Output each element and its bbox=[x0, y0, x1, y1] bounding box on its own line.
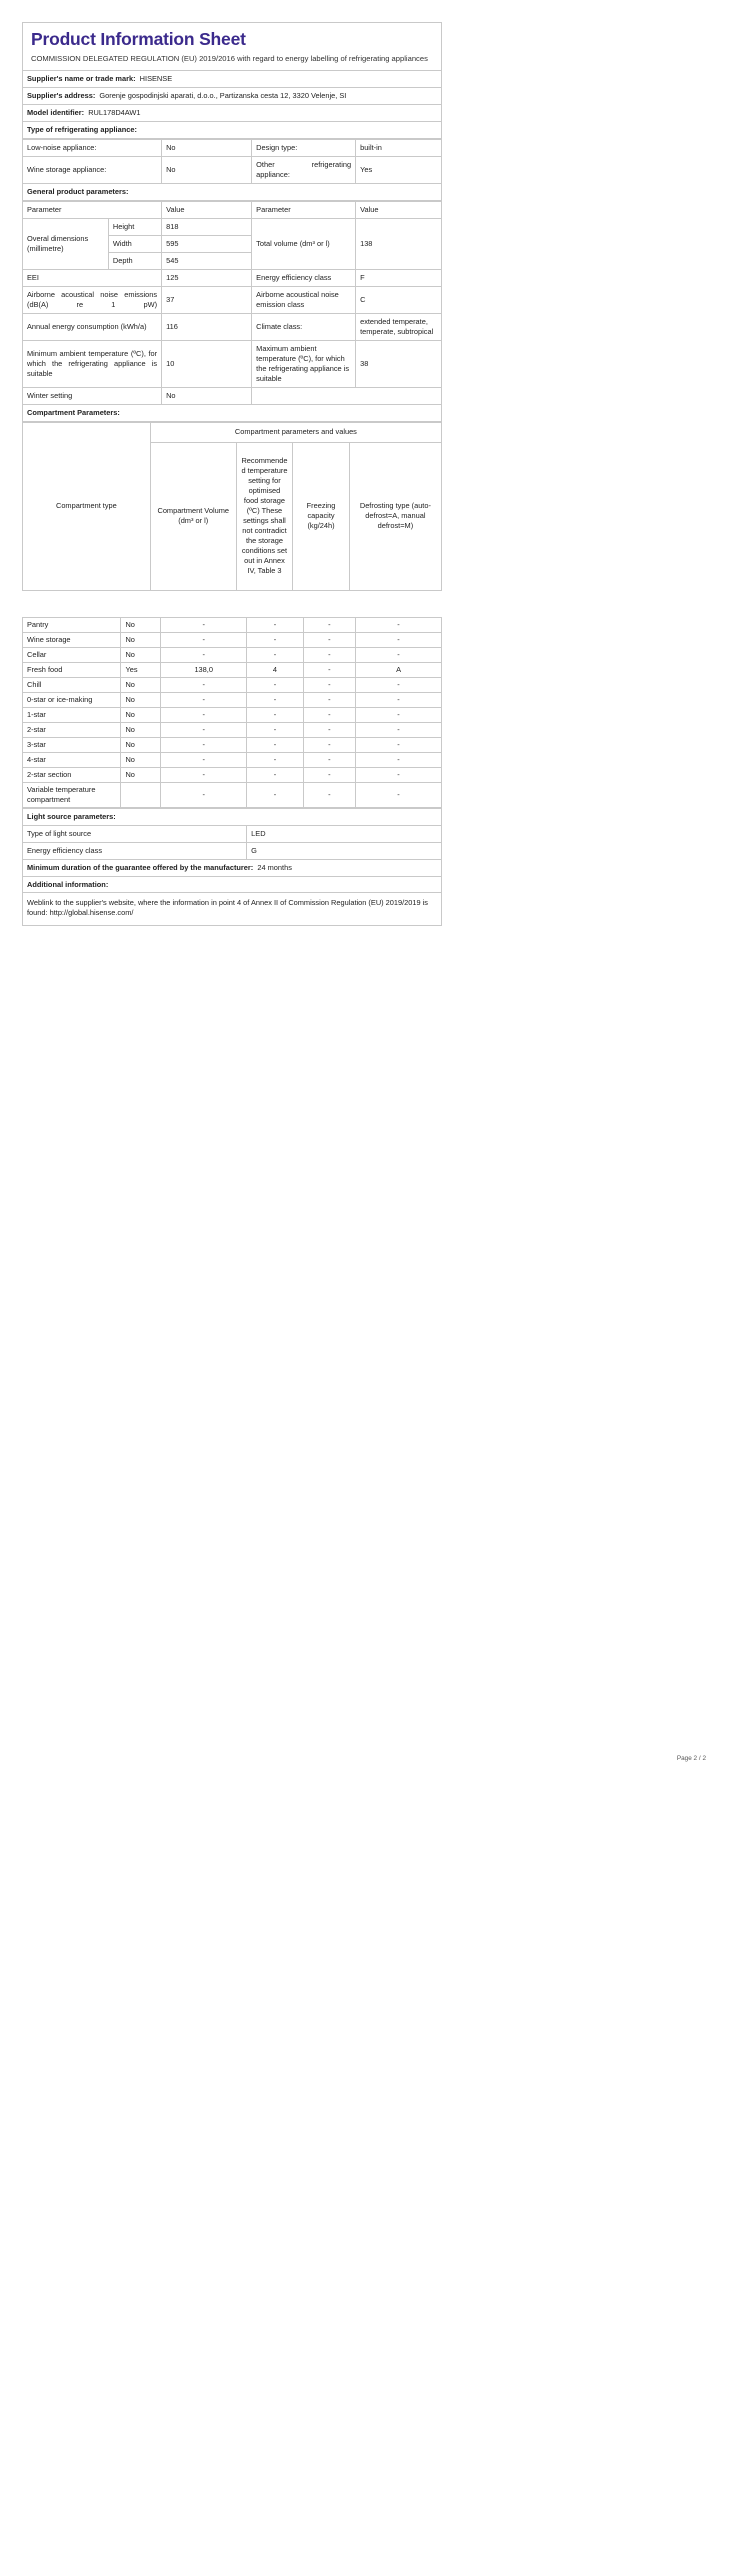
compartment-freezing-cell: - bbox=[303, 707, 355, 722]
table-row bbox=[23, 340, 442, 387]
guarantee-label: Minimum duration of the guarantee offered by the manufacturer: bbox=[27, 862, 254, 872]
table-row bbox=[23, 71, 442, 88]
compartment-volume-cell: - bbox=[161, 752, 247, 767]
compartment-temp-cell: - bbox=[247, 722, 304, 737]
winter-setting-value: No bbox=[162, 387, 252, 404]
table-row bbox=[23, 767, 442, 782]
compartment-freezing-cell: - bbox=[303, 722, 355, 737]
supplier-address-label: Supplier's address: bbox=[27, 91, 96, 101]
table-row bbox=[23, 677, 442, 692]
compartment-freezing-cell: - bbox=[303, 782, 355, 807]
compartment-volume-cell: - bbox=[161, 737, 247, 752]
compartment-type-cell: 3-star bbox=[23, 737, 121, 752]
light-source-section-label: Light source parameters: bbox=[23, 808, 442, 825]
table-row bbox=[23, 286, 442, 313]
appliance-type-section-label: Type of refrigerating appliance: bbox=[23, 122, 442, 139]
compartment-rows-table bbox=[22, 617, 442, 808]
supplier-name-label: Supplier's name or trade mark: bbox=[27, 74, 136, 84]
compartment-defrost-cell: - bbox=[356, 782, 442, 807]
climate-class-value: extended temperate, temperate, subtropical bbox=[356, 313, 442, 340]
compartment-volume-cell: - bbox=[161, 617, 247, 632]
winter-setting-label: Winter setting bbox=[23, 387, 162, 404]
total-volume-label: Total volume (dm³ or l) bbox=[252, 218, 356, 269]
guarantee-value: 24 months bbox=[257, 862, 292, 872]
compartment-present-cell: No bbox=[121, 617, 161, 632]
product-information-sheet bbox=[22, 22, 442, 926]
overall-dimensions-label: Overal dimensions (millimetre) bbox=[23, 218, 109, 269]
compartment-freezing-cell: - bbox=[303, 677, 355, 692]
compartment-defrost-cell: - bbox=[356, 722, 442, 737]
compartment-temp-cell: - bbox=[247, 632, 304, 647]
compartment-type-cell: Fresh food bbox=[23, 662, 121, 677]
compartment-values-header: Compartment parameters and values bbox=[150, 422, 441, 442]
compartment-volume-cell: 138,0 bbox=[161, 662, 247, 677]
compartment-defrost-cell: - bbox=[356, 752, 442, 767]
table-row bbox=[23, 692, 442, 707]
compartment-defrost-cell: - bbox=[356, 632, 442, 647]
table-row bbox=[23, 782, 442, 807]
supplier-table bbox=[22, 70, 442, 139]
light-source-class-label: Energy efficiency class bbox=[23, 842, 247, 859]
eei-value: 125 bbox=[162, 269, 252, 286]
compartment-temp-cell: 4 bbox=[247, 662, 304, 677]
appliance-type-table bbox=[22, 139, 442, 201]
dimension-height-value: 818 bbox=[162, 218, 252, 235]
additional-information-text[interactable]: Weblink to the supplier's website, where the information in point 4 of Annex II of Commission Regulation (EU) 2019/2019 is found: http://global.hisense.com/ bbox=[23, 893, 442, 926]
noise-emissions-label: Airborne acoustical noise emissions (dB(A) re 1 pW) bbox=[23, 286, 162, 313]
compartment-freezing-cell: - bbox=[303, 632, 355, 647]
dimension-depth-value: 545 bbox=[162, 252, 252, 269]
compartment-present-cell: No bbox=[121, 752, 161, 767]
compartment-temp-cell: - bbox=[247, 767, 304, 782]
compartment-type-cell: Chill bbox=[23, 677, 121, 692]
compartment-type-cell: Cellar bbox=[23, 647, 121, 662]
design-type-label: Design type: bbox=[252, 140, 356, 157]
eei-label: EEI bbox=[23, 269, 162, 286]
compartment-defrost-cell: - bbox=[356, 677, 442, 692]
annual-energy-value: 116 bbox=[162, 313, 252, 340]
compartment-present-cell: No bbox=[121, 692, 161, 707]
table-row bbox=[23, 647, 442, 662]
compartment-freezing-cell: - bbox=[303, 692, 355, 707]
title-block bbox=[22, 22, 442, 70]
compartment-freezing-cell: - bbox=[303, 647, 355, 662]
compartment-temp-cell: - bbox=[247, 677, 304, 692]
compartment-temp-cell: - bbox=[247, 737, 304, 752]
compartment-present-cell bbox=[121, 782, 161, 807]
light-source-type-label: Type of light source bbox=[23, 825, 247, 842]
compartment-volume-cell: - bbox=[161, 632, 247, 647]
dimension-depth-label: Depth bbox=[108, 252, 161, 269]
compartment-volume-cell: - bbox=[161, 767, 247, 782]
compartment-temp-cell: - bbox=[247, 647, 304, 662]
table-row bbox=[23, 157, 442, 184]
compartment-freezing-cell: - bbox=[303, 662, 355, 677]
compartment-present-cell: Yes bbox=[121, 662, 161, 677]
compartment-type-cell: Wine storage bbox=[23, 632, 121, 647]
compartment-volume-column-header: Compartment Volume (dm³ or l) bbox=[150, 442, 236, 590]
total-volume-value: 138 bbox=[356, 218, 442, 269]
low-noise-label: Low-noise appliance: bbox=[23, 140, 162, 157]
compartment-temp-cell: - bbox=[247, 782, 304, 807]
compartment-type-column-header: Compartment type bbox=[23, 422, 151, 590]
light-source-type-value: LED bbox=[247, 825, 442, 842]
table-row bbox=[23, 722, 442, 737]
table-row bbox=[23, 707, 442, 722]
table-row bbox=[23, 662, 442, 677]
compartment-type-cell: Pantry bbox=[23, 617, 121, 632]
compartment-defrost-cell: - bbox=[356, 707, 442, 722]
model-identifier-label: Model identifier: bbox=[27, 108, 85, 118]
dimension-width-value: 595 bbox=[162, 235, 252, 252]
wine-storage-label: Wine storage appliance: bbox=[23, 157, 162, 184]
table-row bbox=[23, 218, 442, 235]
compartment-defrost-cell: - bbox=[356, 647, 442, 662]
compartment-defrost-cell: - bbox=[356, 692, 442, 707]
model-identifier-cell bbox=[23, 105, 442, 122]
recommended-temperature-column-header: Recommended temperature setting for optimised food storage (ºC) These settings shall not contradict the storage conditions set out in Annex IV, Table 3 bbox=[236, 442, 293, 590]
other-appliance-label: Other refrigerating appliance: bbox=[252, 157, 356, 184]
compartment-volume-cell: - bbox=[161, 707, 247, 722]
noise-emission-class-label: Airborne acoustical noise emission class bbox=[252, 286, 356, 313]
compartment-defrost-cell: - bbox=[356, 617, 442, 632]
compartment-freezing-cell: - bbox=[303, 737, 355, 752]
document-page bbox=[0, 0, 734, 926]
other-appliance-value: Yes bbox=[356, 157, 442, 184]
compartment-type-cell: 2-star section bbox=[23, 767, 121, 782]
energy-efficiency-class-label: Energy efficiency class bbox=[252, 269, 356, 286]
energy-efficiency-class-value: F bbox=[356, 269, 442, 286]
compartment-defrost-cell: - bbox=[356, 737, 442, 752]
compartment-type-cell: 4-star bbox=[23, 752, 121, 767]
compartment-temp-cell: - bbox=[247, 617, 304, 632]
table-row bbox=[23, 184, 442, 201]
guarantee-cell bbox=[23, 859, 442, 876]
table-row bbox=[23, 269, 442, 286]
supplier-address-cell bbox=[23, 88, 442, 105]
table-row bbox=[23, 202, 442, 219]
compartment-present-cell: No bbox=[121, 707, 161, 722]
compartment-present-cell: No bbox=[121, 767, 161, 782]
compartment-volume-cell: - bbox=[161, 677, 247, 692]
compartment-present-cell: No bbox=[121, 677, 161, 692]
table-row bbox=[23, 404, 442, 421]
freezing-capacity-column-header: Freezing capacity (kg/24h) bbox=[293, 442, 350, 590]
table-row bbox=[23, 387, 442, 404]
compartment-type-cell: 1-star bbox=[23, 707, 121, 722]
compartment-parameters-section-label: Compartment Parameters: bbox=[23, 404, 442, 421]
wine-storage-value: No bbox=[162, 157, 252, 184]
col-header-parameter-1: Parameter bbox=[23, 202, 162, 219]
compartment-volume-cell: - bbox=[161, 782, 247, 807]
compartment-volume-cell: - bbox=[161, 647, 247, 662]
table-row bbox=[23, 859, 442, 876]
col-header-value-1: Value bbox=[162, 202, 252, 219]
compartment-type-cell: Variable temperature compartment bbox=[23, 782, 121, 807]
max-ambient-temp-value: 38 bbox=[356, 340, 442, 387]
table-row bbox=[23, 88, 442, 105]
table-row bbox=[23, 105, 442, 122]
table-row bbox=[23, 876, 442, 893]
table-row bbox=[23, 422, 442, 442]
table-row bbox=[23, 752, 442, 767]
compartment-volume-cell: - bbox=[161, 722, 247, 737]
light-source-class-value: G bbox=[247, 842, 442, 859]
col-header-value-2: Value bbox=[356, 202, 442, 219]
model-identifier-value: RUL178D4AW1 bbox=[88, 108, 141, 118]
light-source-table bbox=[22, 808, 442, 927]
dimension-width-label: Width bbox=[108, 235, 161, 252]
col-header-parameter-2: Parameter bbox=[252, 202, 356, 219]
compartment-freezing-cell: - bbox=[303, 617, 355, 632]
regulation-subtitle: COMMISSION DELEGATED REGULATION (EU) 2019/2016 with regard to energy labelling of refrigerating appliances bbox=[31, 54, 428, 64]
winter-setting-empty bbox=[252, 387, 442, 404]
climate-class-label: Climate class: bbox=[252, 313, 356, 340]
compartment-present-cell: No bbox=[121, 737, 161, 752]
dimension-height-label: Height bbox=[108, 218, 161, 235]
table-row bbox=[23, 617, 442, 632]
min-ambient-temp-value: 10 bbox=[162, 340, 252, 387]
compartment-present-cell: No bbox=[121, 632, 161, 647]
table-row bbox=[23, 313, 442, 340]
compartment-present-cell: No bbox=[121, 647, 161, 662]
compartment-temp-cell: - bbox=[247, 707, 304, 722]
page-footer: Page 2 / 2 bbox=[676, 1755, 706, 1762]
compartment-defrost-cell: A bbox=[356, 662, 442, 677]
defrosting-type-column-header: Defrosting type (auto-defrost=A, manual defrost=M) bbox=[349, 442, 441, 590]
compartment-temp-cell: - bbox=[247, 692, 304, 707]
supplier-name-cell bbox=[23, 71, 442, 88]
additional-information-section-label: Additional information: bbox=[23, 876, 442, 893]
table-row bbox=[23, 122, 442, 139]
design-type-value: built-in bbox=[356, 140, 442, 157]
compartment-defrost-cell: - bbox=[356, 767, 442, 782]
compartment-type-cell: 2-star bbox=[23, 722, 121, 737]
compartment-volume-cell: - bbox=[161, 692, 247, 707]
section-gap bbox=[22, 591, 442, 617]
table-row bbox=[23, 632, 442, 647]
table-row bbox=[23, 737, 442, 752]
supplier-name-value: HISENSE bbox=[139, 74, 173, 84]
general-parameters-table bbox=[22, 201, 442, 422]
general-parameters-section-label: General product parameters: bbox=[23, 184, 442, 201]
table-row bbox=[23, 808, 442, 825]
compartment-present-cell: No bbox=[121, 722, 161, 737]
compartment-temp-cell: - bbox=[247, 752, 304, 767]
table-row bbox=[23, 825, 442, 842]
annual-energy-label: Annual energy consumption (kWh/a) bbox=[23, 313, 162, 340]
max-ambient-temp-label: Maximum ambient temperature (ºC), for which the refrigerating appliance is suitable bbox=[252, 340, 356, 387]
noise-emission-class-value: C bbox=[356, 286, 442, 313]
compartment-header-table bbox=[22, 422, 442, 591]
min-ambient-temp-label: Minimum ambient temperature (ºC), for which the refrigerating appliance is suitable bbox=[23, 340, 162, 387]
compartment-freezing-cell: - bbox=[303, 752, 355, 767]
table-row bbox=[23, 842, 442, 859]
page-title: Product Information Sheet bbox=[31, 29, 246, 49]
noise-emissions-value: 37 bbox=[162, 286, 252, 313]
compartment-type-cell: 0-star or ice-making bbox=[23, 692, 121, 707]
low-noise-value: No bbox=[162, 140, 252, 157]
compartment-freezing-cell: - bbox=[303, 767, 355, 782]
supplier-address-value: Gorenje gospodinjski aparati, d.o.o., Partizanska cesta 12, 3320 Velenje, SI bbox=[99, 91, 347, 101]
table-row bbox=[23, 893, 442, 926]
table-row bbox=[23, 140, 442, 157]
